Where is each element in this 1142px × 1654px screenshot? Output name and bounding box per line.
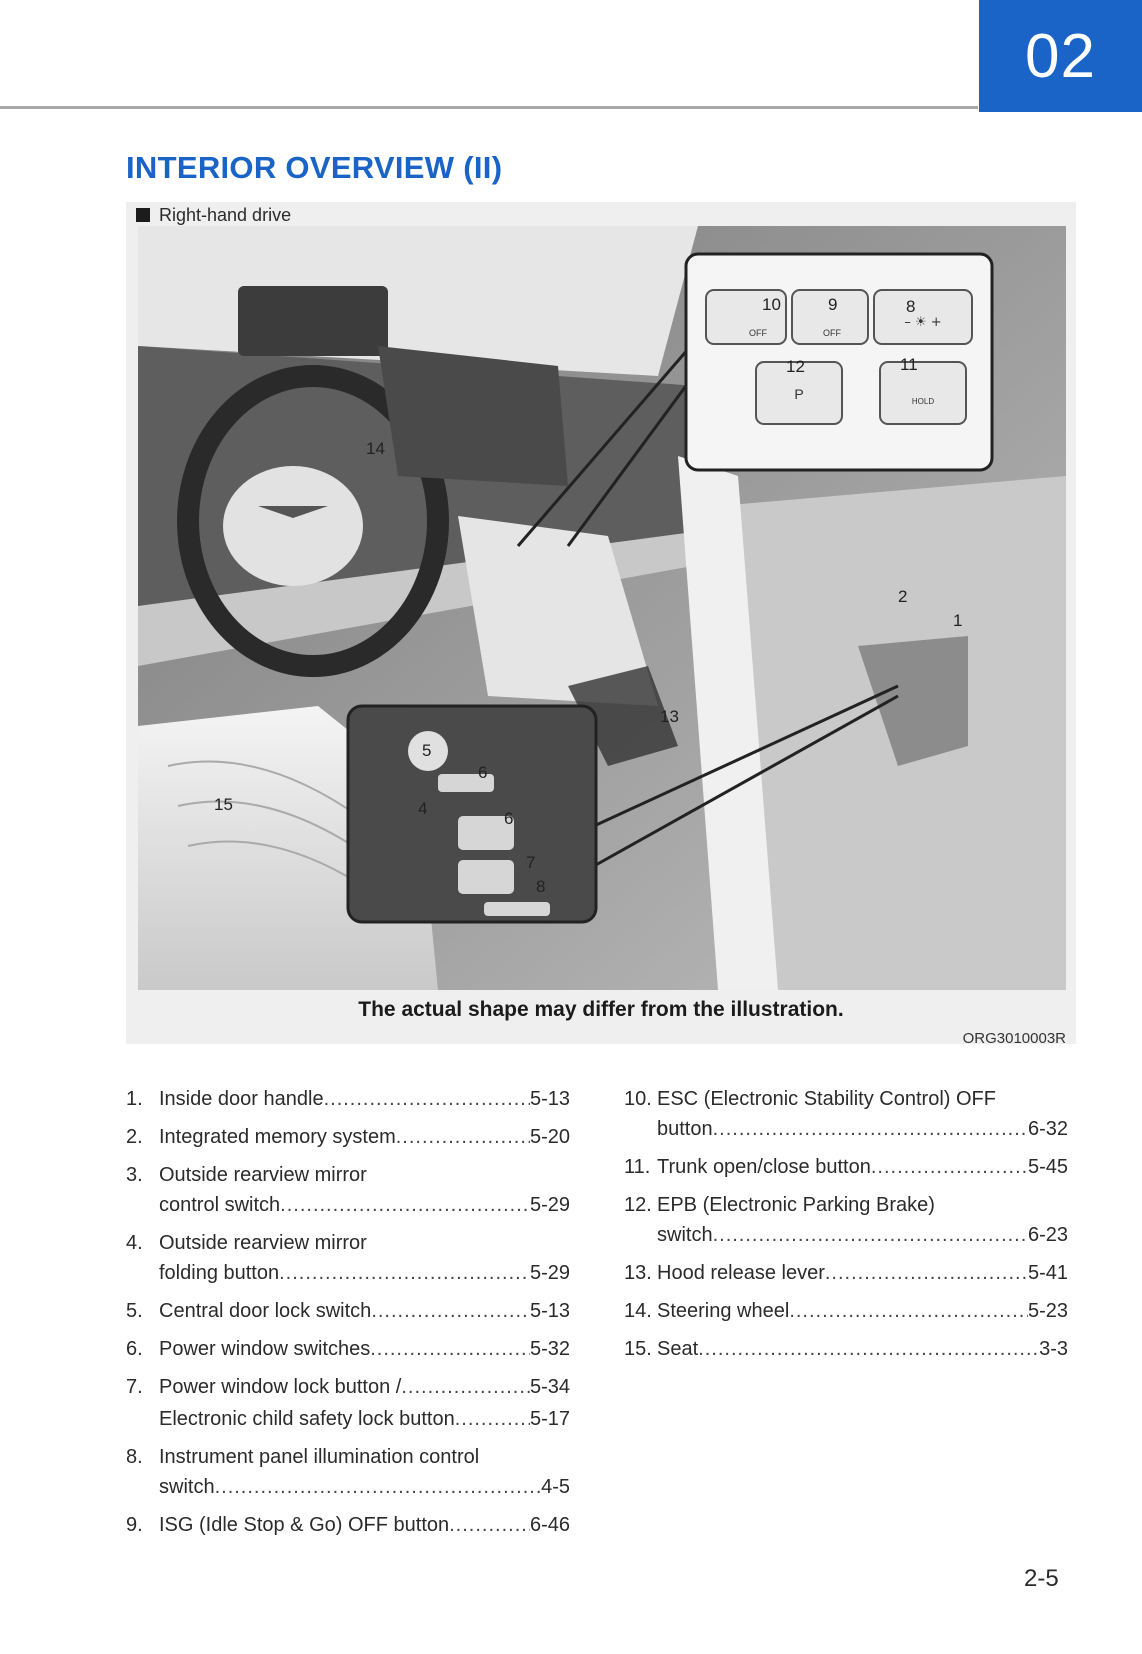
item-text: Outside rearview mirror <box>159 1232 367 1254</box>
instrument-hood <box>378 346 568 486</box>
page-number: 2-5 <box>1024 1565 1059 1592</box>
item-number: 5. <box>126 1300 143 1322</box>
item-text: Hood release lever <box>657 1262 825 1284</box>
figure-label-text: Right-hand drive <box>159 204 292 225</box>
epb-symbol: P <box>794 386 804 402</box>
item-page: 5-29 <box>529 1194 570 1216</box>
item-text: Instrument panel illumination control <box>159 1446 480 1468</box>
item-page: 5-32 <box>529 1338 570 1360</box>
item-text: Electronic child safety lock button <box>159 1408 455 1430</box>
item-text: Inside door handle <box>159 1088 324 1110</box>
item-page: 5-13 <box>529 1088 570 1110</box>
chapter-number: 02 <box>1025 21 1096 91</box>
item-number: 9. <box>126 1514 143 1536</box>
item-number: 2. <box>126 1126 143 1148</box>
list-item <box>624 1084 1068 1144</box>
item-number: 6. <box>126 1338 143 1360</box>
item-text: ISG (Idle Stop & Go) OFF button <box>159 1514 450 1536</box>
item-text-cont: control switch <box>159 1194 281 1216</box>
window-switch <box>458 860 514 894</box>
item-text: Central door lock switch <box>159 1300 372 1322</box>
steering-hub <box>223 466 363 586</box>
item-text: Seat <box>657 1338 699 1360</box>
item-number: 13. <box>624 1262 652 1284</box>
item-page: 5-17 <box>529 1408 570 1430</box>
item-page: 6-46 <box>529 1514 570 1536</box>
right-item-list <box>624 1084 1068 1372</box>
callout-10: 10 <box>762 295 781 314</box>
callout-7: 8 <box>536 877 546 896</box>
hold-text: HOLD <box>911 397 935 406</box>
item-page: 5-34 <box>529 1376 570 1398</box>
header-rule <box>0 106 978 109</box>
item-page: 4-5 <box>541 1476 570 1498</box>
item-page: 5-45 <box>1027 1156 1068 1178</box>
callout-4: 5 <box>422 741 432 760</box>
trunk-button <box>880 362 966 424</box>
item-text-cont: folding button <box>159 1262 280 1284</box>
figure-caption: The actual shape may differ from the illustration. <box>358 998 844 1021</box>
list-item <box>624 1152 1068 1182</box>
callout-1: 1 <box>953 611 963 630</box>
list-item <box>126 1404 570 1434</box>
list-item <box>624 1334 1068 1364</box>
list-item <box>126 1372 570 1402</box>
callout-11: 11 <box>900 355 918 374</box>
item-text-cont: switch <box>657 1224 713 1246</box>
figure-code: ORG3010003R <box>962 1030 1066 1047</box>
item-text-cont: switch <box>159 1476 215 1498</box>
interior-illustration-svg <box>138 226 1066 990</box>
item-page: 5-41 <box>1027 1262 1068 1284</box>
list-item <box>126 1442 570 1502</box>
list-item <box>126 1296 570 1326</box>
callout-15: 15 <box>214 795 233 814</box>
center-display <box>238 286 388 356</box>
item-text: Integrated memory system <box>159 1126 396 1148</box>
item-text: ESC (Electronic Stability Control) OFF <box>657 1088 996 1110</box>
item-text: Outside rearview mirror <box>159 1164 367 1186</box>
callout-9: 9 <box>828 295 838 314</box>
item-text-cont: button <box>657 1118 713 1140</box>
callout-8: 8 <box>906 297 916 316</box>
page-title: INTERIOR OVERVIEW (II) <box>126 150 503 185</box>
item-text: EPB (Electronic Parking Brake) <box>657 1194 935 1216</box>
item-page: 3-3 <box>1039 1338 1068 1360</box>
item-number: 12. <box>624 1194 652 1216</box>
item-number: 15. <box>624 1338 652 1360</box>
item-page: 5-13 <box>529 1300 570 1322</box>
callout-6-second: 7 <box>526 853 536 872</box>
left-item-list <box>126 1084 570 1548</box>
list-item <box>624 1190 1068 1250</box>
item-number: 4. <box>126 1232 143 1254</box>
item-number: 7. <box>126 1376 143 1398</box>
item-number: 10. <box>624 1088 652 1110</box>
chapter-tab <box>979 0 1142 112</box>
callout-12: 12 <box>786 357 805 376</box>
interior-illustration <box>138 226 1066 990</box>
callout-3: 4 <box>418 799 428 818</box>
isg-off-text: OFF <box>823 328 841 338</box>
item-text: Power window lock button / <box>159 1376 402 1398</box>
item-page: 5-20 <box>529 1126 570 1148</box>
list-item <box>624 1258 1068 1288</box>
callout-2: 2 <box>898 587 908 606</box>
item-number: 1. <box>126 1088 143 1110</box>
callout-6: 6 <box>504 809 514 828</box>
figure-panel <box>126 202 1076 1047</box>
item-number: 11. <box>624 1156 651 1178</box>
item-number: 14. <box>624 1300 652 1322</box>
list-item <box>126 1122 570 1152</box>
item-number: 3. <box>126 1164 143 1186</box>
item-text: Steering wheel <box>657 1300 790 1322</box>
item-page: 6-23 <box>1027 1224 1068 1246</box>
list-item <box>624 1296 1068 1326</box>
item-text: Trunk open/close button <box>657 1156 871 1178</box>
square-bullet-icon <box>136 208 150 222</box>
figure-label <box>136 202 291 228</box>
callout-13: 13 <box>660 707 679 726</box>
list-item <box>126 1334 570 1364</box>
illumination-text: – ☀ + <box>904 315 942 330</box>
esc-off-text: OFF <box>749 328 767 338</box>
list-item <box>126 1160 570 1220</box>
item-page: 5-29 <box>529 1262 570 1284</box>
callout-14: 14 <box>366 439 385 458</box>
list-item <box>126 1510 570 1540</box>
window-lock-button <box>484 902 550 916</box>
item-number: 8. <box>126 1446 143 1468</box>
item-page: 5-23 <box>1027 1300 1068 1322</box>
list-item <box>126 1228 570 1288</box>
list-item <box>126 1084 570 1114</box>
item-page: 6-32 <box>1027 1118 1068 1140</box>
item-text: Power window switches <box>159 1338 371 1360</box>
callout-5: 6 <box>478 763 488 782</box>
